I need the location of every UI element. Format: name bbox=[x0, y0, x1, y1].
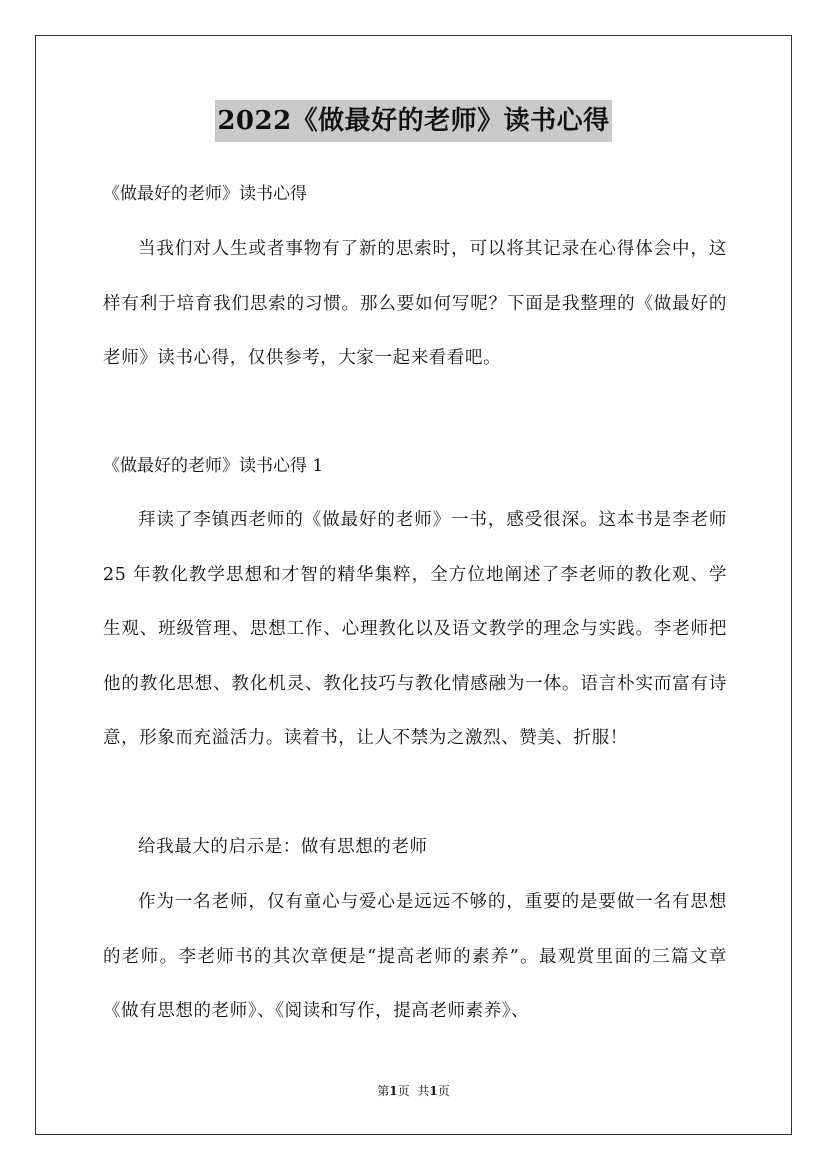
page-footer bbox=[0, 1082, 827, 1100]
page-prefix: 第 bbox=[377, 1084, 390, 1098]
intro-paragraph: 当我们对人生或者事物有了新的思索时，可以将其记录在心得体会中，这样有利于培育我们思索的习惯。那么要如何写呢？下面是我整理的《做最好的老师》读书心得，仅供参考，大家一起来看看吧。 bbox=[103, 239, 727, 368]
section-heading: 《做最好的老师》读书心得 1 bbox=[103, 456, 324, 476]
body-paragraph-1: 拜读了李镇西老师的《做最好的老师》一书，感受很深。这本书是李老师 25 年教化教学思想和才智的精华集粹，全方位地阐述了李老师的教化观、学生观、班级管理、思想工作、心理教化以及语文教学的理念与实践。李老师把他的教化思想、教化机灵、教化技巧与教化情感融为一体。语言朴实而富有诗意，形象而充溢活力。读着书，让人不禁为之激烈、赞美、折服！ bbox=[103, 510, 727, 748]
page-total: 1 bbox=[429, 1084, 438, 1098]
page-current: 1 bbox=[389, 1084, 398, 1098]
document-subtitle: 《做最好的老师》读书心得 bbox=[103, 184, 307, 204]
total-prefix: 共 bbox=[417, 1084, 430, 1098]
title-container bbox=[0, 100, 827, 142]
page-suffix: 页 bbox=[397, 1084, 410, 1098]
body-paragraph-3: 作为一名老师，仅有童心与爱心是远远不够的，重要的是要做一名有思想的老师。李老师书的其次章便是“提高老师的素养”。最观赏里面的三篇文章《做有思想的老师》、《阅读和写作，提高老师素养》、 bbox=[103, 892, 727, 1021]
total-suffix: 页 bbox=[437, 1084, 450, 1098]
body-paragraph-2: 给我最大的启示是：做有思想的老师 bbox=[138, 837, 428, 857]
document-title: 2022《做最好的老师》读书心得 bbox=[215, 100, 611, 142]
